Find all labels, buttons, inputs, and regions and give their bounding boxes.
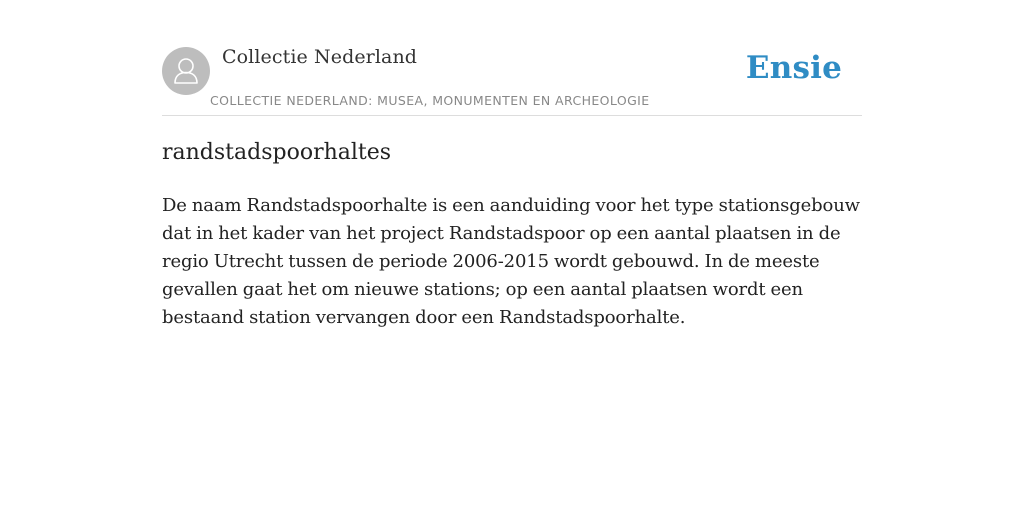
author-name-link[interactable]: Collectie Nederland (222, 46, 418, 68)
author-avatar[interactable] (162, 47, 210, 95)
ensie-logo[interactable]: Ensie (745, 50, 842, 86)
entry-title: randstadspoorhaltes (162, 140, 392, 165)
entry-body: De naam Randstadspoorhalte is een aanduiding voor het type stationsgebouw dat in het kader van het project Randstadspoor op een aantal plaatsen in de regio Utrecht tussen de periode 2006-2015 wordt gebouwd. In de meeste gevallen gaat het om nieuwe stations; op een aantal plaatsen wordt een bestaand station vervangen door een Randstadspoorhalte. (162, 195, 860, 328)
author-subtitle: COLLECTIE NEDERLAND: MUSEA, MONUMENTEN EN ARCHEOLOGIE (210, 93, 650, 108)
entry-header (162, 40, 862, 116)
